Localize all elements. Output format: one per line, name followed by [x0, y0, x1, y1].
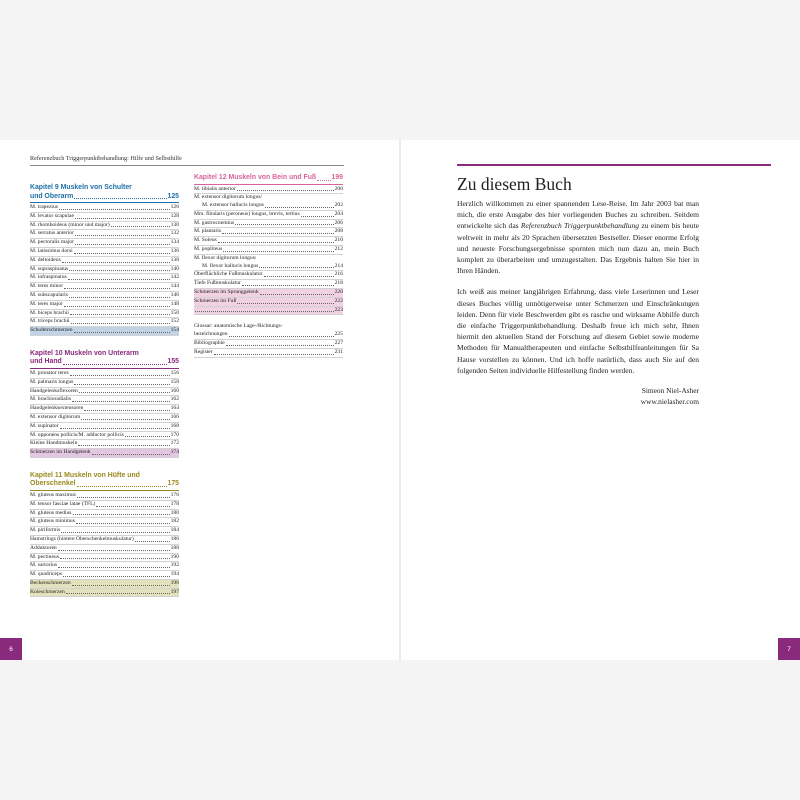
toc-entry[interactable] — [30, 301, 179, 310]
chapter-heading-9[interactable] — [30, 184, 179, 201]
toc-entry[interactable] — [30, 449, 179, 458]
toc-entry-label: Adduktoren — [30, 544, 57, 551]
toc-entry[interactable] — [30, 432, 179, 441]
toc-entry[interactable] — [30, 318, 179, 327]
toc-entry[interactable] — [30, 423, 179, 432]
toc-entry-page: 218 — [334, 280, 343, 287]
toc-entry-label: Handgelenksflexoren — [30, 387, 78, 394]
toc-leader-dots — [92, 454, 170, 455]
title-rule — [457, 164, 771, 166]
toc-entry[interactable] — [30, 545, 179, 554]
toc-entry-label: M. gluteus medius — [30, 509, 72, 516]
chapter-title: Kapitel 11 Muskeln von Hüfte und — [30, 471, 140, 479]
toc-entry[interactable] — [30, 239, 179, 248]
toc-entry[interactable] — [30, 440, 179, 449]
header-rule — [30, 165, 344, 166]
toc-entry[interactable] — [194, 202, 343, 211]
toc-entry-page: 148 — [170, 300, 179, 307]
toc-entry[interactable] — [194, 263, 343, 272]
toc-entry[interactable] — [194, 323, 343, 331]
toc-entry-page: 210 — [334, 237, 343, 244]
toc-entry-page: 132 — [170, 230, 179, 237]
toc-entry-label: bezeichnungen — [194, 331, 228, 338]
toc-leader-dots — [64, 288, 170, 289]
toc-entry[interactable] — [194, 340, 343, 349]
chapter-rule — [30, 368, 179, 369]
toc-entry-label: Schmerzen im Handgelenk — [30, 449, 91, 456]
toc-entry-page: 126 — [170, 204, 179, 210]
book-spread — [0, 140, 800, 660]
toc-leader-dots — [71, 323, 170, 324]
toc-entry-label: M. extensor digitorum longus/ — [194, 194, 263, 201]
toc-entry[interactable] — [194, 271, 343, 280]
toc-entry-label: M. latissimus dorsi — [30, 247, 73, 254]
toc-entry[interactable] — [194, 246, 343, 255]
toc-entry[interactable] — [30, 405, 179, 414]
chapter-heading-11[interactable] — [30, 472, 179, 489]
toc-leader-dots — [259, 267, 333, 268]
toc-leader-dots — [70, 375, 170, 376]
toc-entry-page: 178 — [170, 500, 179, 507]
toc-entry[interactable] — [30, 518, 179, 527]
toc-entry-label: M. gluteus maximus — [30, 491, 76, 498]
toc-column-2 — [194, 174, 343, 358]
chapter-title: Kapitel 10 Muskeln von Unterarm — [30, 349, 139, 357]
toc-leader-dots — [70, 314, 170, 315]
toc-entry-label: M. extensor hallucis longus — [202, 202, 264, 209]
toc-entry[interactable] — [194, 220, 343, 229]
toc-entry-label: M. opponens pollicis/M. adductor pollicis — [30, 431, 124, 438]
toc-leader-dots — [237, 303, 333, 304]
paragraph-1 — [457, 198, 699, 276]
toc-entry-label: Handgelenksextensoren — [30, 405, 84, 412]
toc-leader-dots — [68, 279, 170, 280]
toc-entry[interactable] — [194, 228, 343, 237]
chapter-9-entries — [30, 204, 179, 336]
toc-leader-dots — [229, 336, 334, 337]
toc-entry-label: Tiefe Fußmuskulatur — [194, 280, 241, 287]
toc-entry-label: M. triceps brachii — [30, 318, 70, 325]
toc-entry[interactable] — [30, 501, 179, 510]
toc-entry-label: Schmerzen im Sprunggelenk — [194, 289, 259, 296]
toc-entry-page: 192 — [170, 562, 179, 569]
chapter-title: Kapitel 9 Muskeln von Schulter — [30, 184, 132, 191]
toc-entry-page: 170 — [170, 431, 179, 438]
toc-entry[interactable] — [30, 396, 179, 405]
toc-entry[interactable] — [30, 492, 179, 501]
toc-entry-label: M. flexor hallucis longus — [202, 262, 259, 269]
toc-leader-dots — [75, 218, 170, 219]
toc-entry[interactable] — [194, 237, 343, 246]
toc-entry-label: Schulterschmerzen — [30, 327, 73, 334]
author-website[interactable]: www.nielasher.com — [640, 397, 699, 407]
toc-leader-dots — [135, 541, 170, 542]
toc-entry-page: 150 — [170, 309, 179, 316]
toc-entry-page: 216 — [334, 271, 343, 278]
toc-entry-page: 152 — [170, 318, 179, 325]
chapter-heading-12[interactable] — [194, 174, 343, 183]
toc-leader-dots — [222, 233, 334, 234]
page-number-left: 6 — [0, 638, 22, 660]
toc-entry-page: 196 — [170, 579, 179, 586]
toc-entry[interactable] — [30, 562, 179, 571]
toc-entry[interactable] — [30, 536, 179, 545]
toc-entry-page: 180 — [170, 509, 179, 516]
toc-leader-dots — [66, 593, 170, 594]
chapter-page: 125 — [167, 192, 179, 200]
toc-entry-label: M. serratus anterior — [30, 230, 74, 237]
toc-entry-label: M. supraspinatus — [30, 265, 69, 272]
paragraph-1-text: Herzlich willkommen zu einer spannenden Lese-Reise. Im Jahr 2003 bat man mich, die erste Ausgabe des hier vorliegenden Buches zu schreiben. Seitdem entwickelte sich das — [457, 199, 699, 231]
toc-entry-page: 184 — [170, 527, 179, 534]
toc-entry-label: M. teres major — [30, 300, 63, 307]
toc-entry-page: 182 — [170, 518, 179, 525]
toc-leader-dots — [60, 558, 170, 559]
toc-entry-page: 208 — [334, 228, 343, 235]
toc-leader-dots — [69, 297, 170, 298]
toc-entry[interactable] — [30, 222, 179, 231]
toc-entry-label: Bibliographie — [194, 340, 225, 347]
toc-entry-page: 202 — [334, 202, 343, 209]
toc-entry-label: M. infraspinatus — [30, 274, 67, 281]
toc-entry[interactable] — [30, 266, 179, 275]
toc-entry-label: M. brachioradialis — [30, 396, 72, 403]
toc-entry[interactable] — [194, 211, 343, 220]
toc-leader-dots — [264, 276, 334, 277]
toc-leader-dots — [75, 235, 170, 236]
toc-leader-dots — [74, 384, 169, 385]
toc-entry-label: M. tensor fasciae latae (TFL) — [30, 500, 96, 507]
toc-entry-page: 194 — [170, 571, 179, 578]
signature-block — [457, 385, 699, 407]
toc-entry-label: M. tibialis anterior — [194, 185, 236, 192]
toc-leader-dots — [58, 567, 170, 568]
toc-leader-dots — [78, 445, 169, 446]
toc-entry-page: 136 — [170, 247, 179, 254]
toc-entry-page: 174 — [170, 449, 179, 456]
toc-leader-dots — [74, 332, 170, 333]
toc-leader-dots — [58, 550, 170, 551]
toc-entry[interactable] — [194, 280, 343, 289]
chapter-title: Kapitel 12 Muskeln von Bein und Fuß — [194, 174, 317, 181]
toc-entry-label: Mm. fibularis (peroneus) longus, brevis, tertius — [194, 210, 300, 217]
toc-entry-page: 144 — [170, 283, 179, 290]
toc-entry[interactable] — [194, 289, 343, 298]
toc-leader-dots — [63, 576, 170, 577]
toc-entry[interactable] — [194, 331, 343, 340]
foreword-body — [457, 198, 699, 407]
toc-entry-page: 223 — [334, 306, 343, 313]
toc-entry-label: M. subscapularis — [30, 291, 68, 298]
toc-entry-page: 160 — [170, 387, 179, 394]
toc-leader-dots — [60, 428, 170, 429]
toc-entry-label: M. flexor digitorum longus/ — [194, 254, 257, 261]
paragraph-1-text-cont: zu einem bis heute weltweit in mehr als 20 Sprachen übersetzten Bestseller. Dieser enorme Erfolg und neueste Forschungsergebnisse spornten mich nun dazu an, mein Buch komplett zu überarbeiten und umzugestalten. Das Ergebnis halten Sie hier in Ihren Händen. — [457, 221, 700, 276]
toc-entry-page: 158 — [170, 378, 179, 385]
toc-entry-label: Schmerzen im Fuß — [194, 297, 237, 304]
page-title: Zu diesem Buch — [457, 174, 572, 194]
toc-leader-dots — [195, 311, 334, 312]
toc-entry[interactable] — [30, 554, 179, 563]
chapter-12-entries — [194, 186, 343, 316]
chapter-heading-10[interactable] — [30, 350, 179, 367]
toc-leader-dots — [79, 392, 170, 393]
toc-entry-label: M. quadriceps — [30, 571, 63, 578]
toc-entry-label: M. levator scapulae — [30, 212, 74, 219]
author-name: Simeon Niel-Asher — [641, 386, 699, 396]
toc-column-1 — [30, 184, 179, 597]
toc-entry-page: 166 — [170, 413, 179, 420]
toc-leader-dots — [69, 270, 169, 271]
toc-entry-page: 188 — [170, 544, 179, 551]
toc-entry[interactable] — [194, 298, 343, 307]
toc-entry-label: M. plantaris — [194, 228, 222, 235]
toc-entry-page: 214 — [334, 262, 343, 269]
toc-leader-dots — [265, 207, 334, 208]
toc-entry-label: M. teres minor — [30, 283, 64, 290]
toc-entry[interactable] — [30, 204, 179, 213]
toc-entry[interactable] — [30, 257, 179, 266]
chapter-title-cont: und Oberarm — [30, 192, 74, 200]
toc-entry-label: M. palmaris longus — [30, 378, 74, 385]
toc-entry-page: 231 — [334, 348, 343, 355]
toc-entry-label: M. trapezius — [30, 204, 58, 210]
toc-entry-label: M. deltoideus — [30, 256, 61, 263]
chapter-rule — [194, 184, 343, 185]
toc-entry[interactable] — [30, 274, 179, 283]
toc-leader-dots — [72, 585, 170, 586]
toc-entry[interactable] — [194, 307, 343, 316]
chapter-title-cont: und Hand — [30, 358, 62, 366]
toc-leader-dots — [59, 209, 170, 210]
toc-entry-page: 190 — [170, 553, 179, 560]
toc-entry-label: Beckenschmerzen — [30, 579, 71, 586]
toc-entry-page: 140 — [170, 265, 179, 272]
page-number-right: 7 — [778, 638, 800, 660]
toc-entry-page: 164 — [170, 405, 179, 412]
toc-entry[interactable] — [30, 370, 179, 379]
appendix-entries — [194, 323, 343, 357]
toc-leader-dots — [125, 436, 170, 437]
toc-entry-label: M. pronator teres — [30, 369, 69, 376]
toc-entry-label: Glossar: anatomische Lage-/Richtungs- — [194, 323, 283, 330]
chapter-11-entries — [30, 492, 179, 598]
book-title-italic: Referenzbuch Triggerpunktbehandlung — [520, 221, 640, 231]
chapter-10-entries — [30, 370, 179, 458]
toc-entry-page: 128 — [170, 212, 179, 219]
toc-entry[interactable] — [30, 414, 179, 423]
toc-entry-page: 156 — [170, 369, 179, 376]
toc-entry-page: 227 — [334, 340, 343, 347]
toc-entry[interactable] — [194, 194, 343, 202]
chapter-rule — [30, 202, 179, 203]
toc-entry-label: Oberflächliche Fußmuskulatur — [194, 271, 263, 278]
toc-entry[interactable] — [30, 327, 179, 336]
toc-entry-page: 212 — [334, 246, 343, 253]
toc-entry-page: 200 — [334, 185, 343, 192]
toc-entry-label: Knieschmerzen — [30, 588, 65, 595]
toc-entry-page: 154 — [170, 327, 179, 334]
toc-entry[interactable] — [30, 310, 179, 319]
toc-leader-dots — [242, 285, 334, 286]
toc-leader-dots — [223, 251, 333, 252]
toc-leader-dots — [260, 294, 334, 295]
toc-entry-label: M. gluteus minimus — [30, 518, 75, 525]
toc-entry-page: 146 — [170, 291, 179, 298]
toc-leader-dots — [84, 410, 169, 411]
toc-leader-dots — [226, 345, 334, 346]
toc-leader-dots — [218, 242, 334, 243]
toc-entry[interactable] — [30, 292, 179, 301]
toc-entry[interactable] — [194, 255, 343, 263]
toc-entry-label: Register — [194, 348, 213, 355]
toc-entry[interactable] — [30, 283, 179, 292]
toc-entry-page: 225 — [334, 331, 343, 338]
chapter-rule — [30, 490, 179, 491]
toc-entry[interactable] — [30, 571, 179, 580]
toc-entry[interactable] — [30, 248, 179, 257]
paragraph-2: Ich weiß aus meiner langjährigen Erfahrung, dass viele Leserinnen und Leser dieses Buches völlig unnötigerweise unter Schmerzen und Einschränkungen leiden. Denn für viele Beschwerden gibt es rasche und wirksame Abhilfe durch die einfache Triggerpunktbehandlung. Deshalb freue ich mich sehr, Ihnen hiermit den aktuellen Stand der Forschung auf diesem Gebiet sowie moderne Methoden für Manualtherapeuten und einfache Selbsthilfeanleitungen für Sa Hause vorstellen zu können. Und ich hoffe natürlich, dass auch Sie auf den folgenden Seiten individuelle Hilfestellung finden werden. — [457, 287, 699, 375]
toc-leader-dots — [75, 244, 170, 245]
toc-entry-page: 168 — [170, 422, 179, 429]
toc-leader-dots — [73, 514, 170, 515]
toc-entry-label: M. Soleus — [194, 237, 217, 244]
toc-entry-page: 176 — [170, 491, 179, 498]
toc-entry-label: Hamstrings (hintere Oberschenkelmuskulatur) — [30, 535, 134, 542]
toc-entry-label: Kleine Handmuskeln — [30, 440, 78, 447]
toc-entry[interactable] — [30, 589, 179, 598]
chapter-page: 155 — [167, 358, 179, 366]
toc-leader-dots — [237, 190, 334, 191]
toc-entry[interactable] — [194, 186, 343, 195]
toc-entry-label: M. pectoralis major — [30, 239, 74, 246]
toc-entry-label: M. pectineus — [30, 553, 59, 560]
toc-entry-page: 142 — [170, 274, 179, 281]
toc-entry-page: 186 — [170, 535, 179, 542]
toc-leader-dots — [64, 306, 170, 307]
toc-entry-label: M. rhomboideus (minor und major) — [30, 221, 110, 228]
right-page — [401, 140, 800, 660]
chapter-page: 175 — [167, 480, 179, 488]
toc-leader-dots — [74, 253, 170, 254]
toc-leader-dots — [214, 354, 334, 355]
toc-leader-dots — [76, 523, 170, 524]
toc-entry-label: M. extensor digitorum — [30, 413, 81, 420]
running-head: Referenzbuch Triggerpunktbehandlung: Hilfe und Selbsthilfe — [30, 155, 182, 162]
toc-leader-dots — [72, 401, 170, 402]
toc-entry[interactable] — [30, 213, 179, 222]
toc-entry-label: M. supinator — [30, 422, 59, 429]
toc-entry-page: 220 — [334, 289, 343, 296]
chapter-title-cont: Oberschenkel — [30, 480, 76, 488]
toc-entry-page: 130 — [170, 221, 179, 228]
toc-entry[interactable] — [30, 379, 179, 388]
toc-leader-dots — [62, 262, 170, 263]
toc-entry[interactable] — [30, 580, 179, 589]
toc-entry-page: 204 — [334, 210, 343, 217]
toc-entry[interactable] — [194, 349, 343, 358]
toc-leader-dots — [301, 216, 334, 217]
toc-entry-label: M. gastrocnemius — [194, 219, 235, 226]
toc-entry-page: 134 — [170, 239, 179, 246]
toc-entry-page: 172 — [170, 440, 179, 447]
toc-entry-page: 162 — [170, 396, 179, 403]
toc-leader-dots — [77, 497, 170, 498]
toc-entry-page: 222 — [334, 297, 343, 304]
chapter-page: 199 — [331, 174, 343, 181]
toc-entry[interactable] — [30, 527, 179, 536]
toc-entry-label: M. sartorius — [30, 562, 58, 569]
toc-leader-dots — [235, 224, 334, 225]
toc-entry[interactable] — [30, 510, 179, 519]
toc-entry-page: 206 — [334, 219, 343, 226]
toc-entry[interactable] — [30, 388, 179, 397]
toc-leader-dots — [111, 226, 170, 227]
toc-entry-page: 138 — [170, 256, 179, 263]
left-page — [0, 140, 399, 660]
toc-leader-dots — [81, 419, 169, 420]
toc-leader-dots — [96, 506, 169, 507]
toc-entry-label: M. popliteus — [194, 246, 223, 253]
toc-entry[interactable] — [30, 230, 179, 239]
toc-entry-label: M. piriformis — [30, 527, 61, 534]
toc-entry-page: 197 — [170, 588, 179, 595]
toc-entry-label: M. biceps brachii — [30, 309, 69, 316]
toc-leader-dots — [61, 532, 169, 533]
